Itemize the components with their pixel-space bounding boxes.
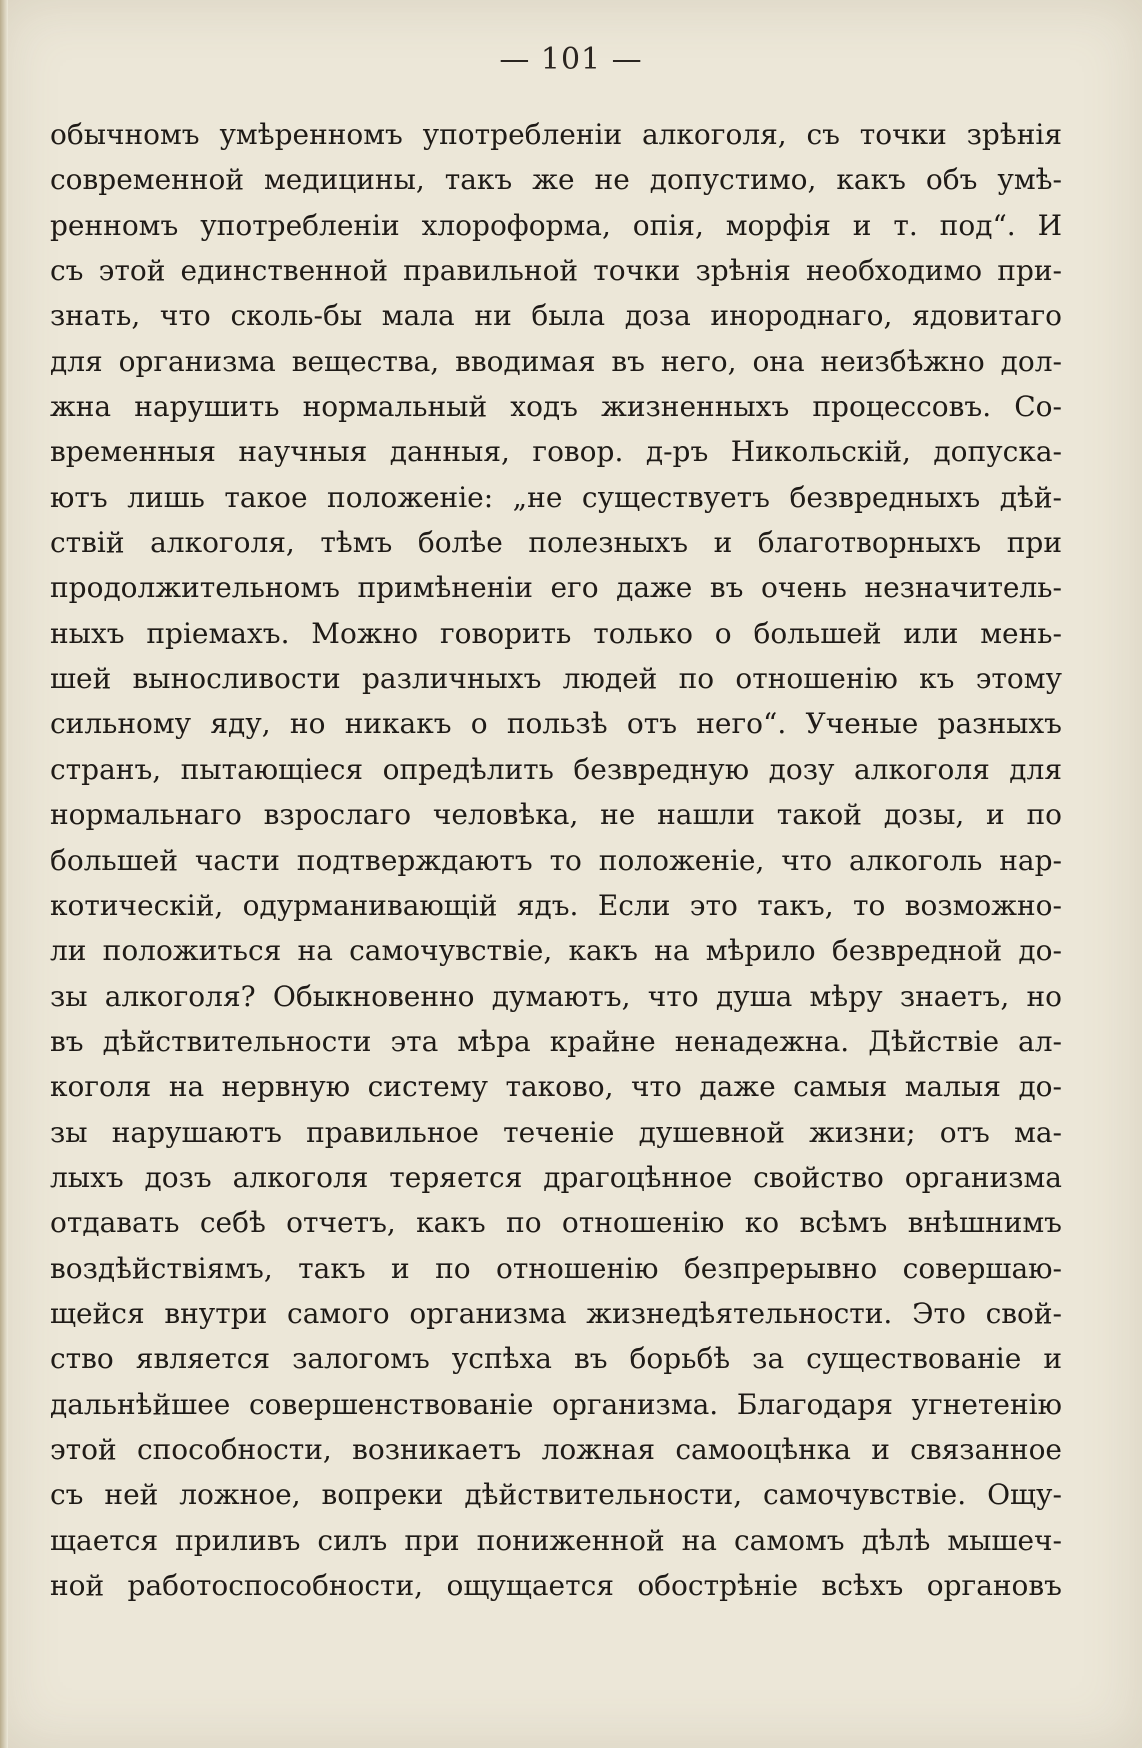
text-line: лыхъ дозъ алкоголя теряется драгоцѣнное свойство организма (50, 1160, 1062, 1194)
text-line: отдавать себѣ отчетъ, какъ по отношенію ко всѣмъ внѣшнимъ (50, 1206, 1062, 1240)
text-line: странъ, пытающіеся опредѣлить безвредную дозу алкоголя для (50, 752, 1062, 786)
page-left-edge (0, 0, 8, 1748)
text-line: знать, что сколь-бы мала ни была доза инороднаго, ядовитаго (50, 299, 1062, 333)
text-line: нормальнаго взрослаго человѣка, не нашли такой дозы, и по (50, 798, 1062, 832)
text-line: ютъ лишь такое положеніе: „не существуетъ безвредныхъ дѣй- (50, 480, 1062, 514)
text-line: щается приливъ силъ при пониженной на самомъ дѣлѣ мышеч- (50, 1523, 1062, 1557)
text-line: котическій, одурманивающій ядъ. Если это такъ, то возможно- (50, 888, 1062, 922)
text-line: зы алкоголя? Обыкновенно думаютъ, что душа мѣру знаетъ, но (50, 979, 1062, 1013)
body-text (50, 112, 1062, 1608)
text-line: ренномъ употребленіи хлороформа, опія, морфія и т. под“. И (50, 208, 1062, 242)
text-line: ныхъ пріемахъ. Можно говорить только о большей или мень- (50, 616, 1062, 650)
text-line: для организма вещества, вводимая въ него, она неизбѣжно дол- (50, 344, 1062, 378)
text-line: ной работоспособности, ощущается обострѣніе всѣхъ органовъ (50, 1569, 1062, 1602)
text-line: зы нарушаютъ правильное теченіе душевной жизни; отъ ма- (50, 1115, 1062, 1149)
text-line: ство является залогомъ успѣха въ борьбѣ за существованіе и (50, 1342, 1062, 1376)
text-line: шей выносливости различныхъ людей по отношенію къ этому (50, 662, 1062, 696)
text-line: въ дѣйствительности эта мѣра крайне ненадежна. Дѣйствіе ал- (50, 1024, 1062, 1058)
text-line: жна нарушить нормальный ходъ жизненныхъ процессовъ. Со- (50, 390, 1062, 424)
text-line: щейся внутри самого организма жизнедѣятельности. Это свой- (50, 1296, 1062, 1330)
text-line: съ ней ложное, вопреки дѣйствительности, самочувствіе. Ощу- (50, 1478, 1062, 1512)
text-line: ствій алкоголя, тѣмъ болѣе полезныхъ и благотворныхъ при (50, 526, 1062, 560)
text-line: этой способности, возникаетъ ложная самооцѣнка и связанное (50, 1432, 1062, 1466)
text-line: воздѣйствіямъ, такъ и по отношенію безпрерывно совершаю- (50, 1251, 1062, 1285)
page-number: — 101 — (499, 42, 643, 77)
text-line: большей части подтверждаютъ то положеніе, что алкоголь нар- (50, 843, 1062, 877)
text-line: сильному яду, но никакъ о пользѣ отъ него“. Ученые разныхъ (50, 707, 1062, 741)
text-line: продолжительномъ примѣненіи его даже въ очень незначитель- (50, 571, 1062, 605)
text-line: современной медицины, такъ же не допустимо, какъ объ умѣ- (50, 163, 1062, 197)
text-line: съ этой единственной правильной точки зрѣнія необходимо при- (50, 254, 1062, 288)
text-line: обычномъ умѣренномъ употребленіи алкоголя, съ точки зрѣнія (50, 118, 1062, 151)
text-line: дальнѣйшее совершенствованіе организма. Благодаря угнетенію (50, 1387, 1062, 1421)
text-line: временныя научныя данныя, говор. д-ръ Никольскій, допуска- (50, 435, 1062, 469)
text-line: коголя на нервную систему таково, что даже самыя малыя до- (50, 1070, 1062, 1104)
text-line: ли положиться на самочувствіе, какъ на мѣрило безвредной до- (50, 934, 1062, 968)
